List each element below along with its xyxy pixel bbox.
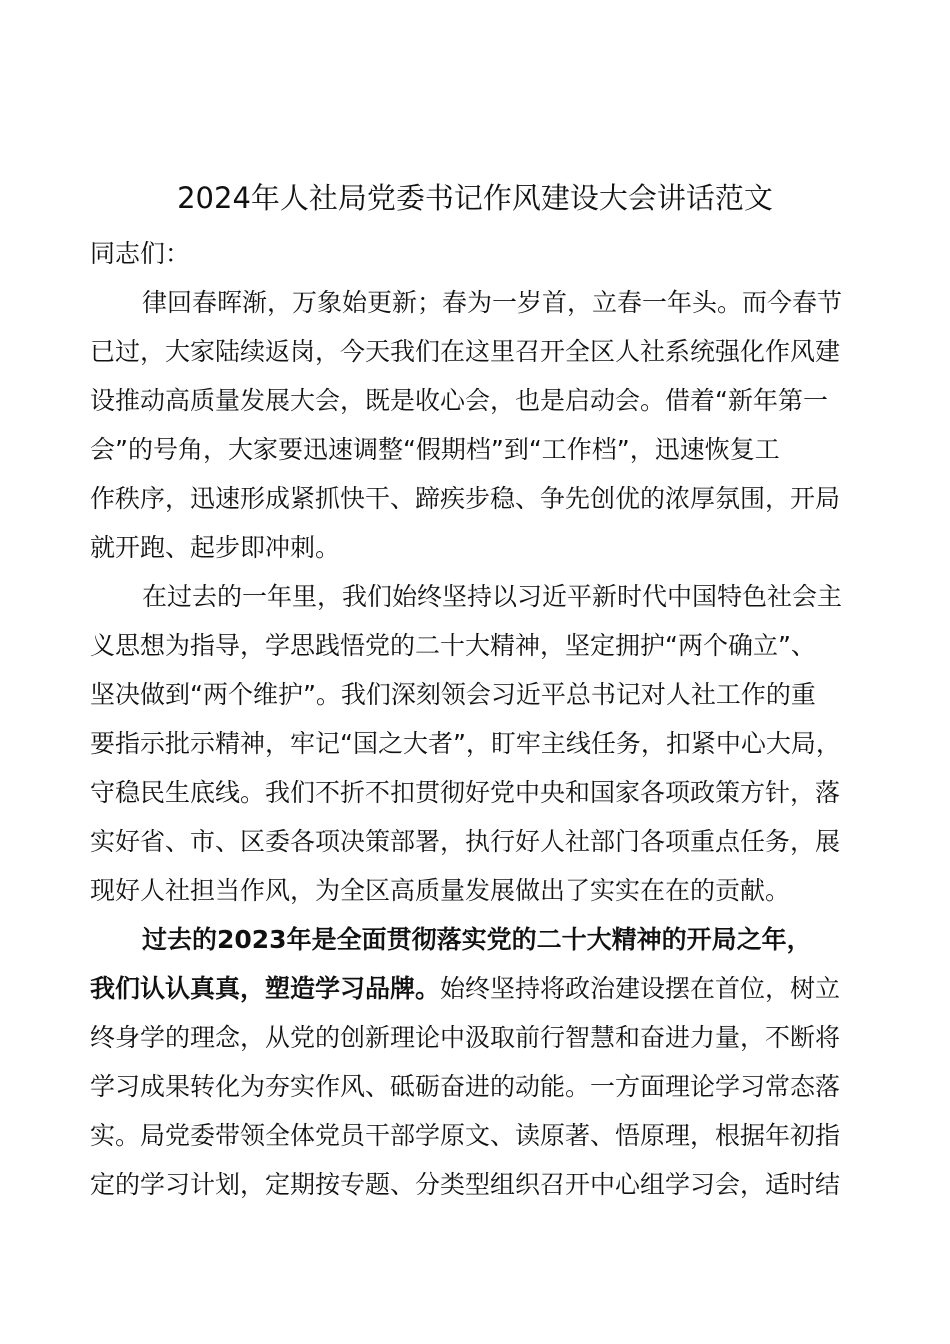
paragraph-line: 实。局党委带领全体党员干部学原文、读原著、悟原理，根据年初指 [90, 1121, 841, 1150]
paragraph-3 [90, 915, 870, 1209]
paragraph-line: 在过去的一年里，我们始终坚持以习近平新时代中国特色社会主 [142, 582, 843, 611]
paragraph-line: 已过，大家陆续返岗，今天我们在这里召开全区人社系统强化作风建 [90, 337, 841, 366]
paragraph-line: 坚决做到“两个维护”。我们深刻领会习近平总书记对人社工作的重 [90, 680, 816, 709]
paragraph-1 [90, 278, 870, 572]
paragraph-line: 就开跑、起步即冲刺。 [90, 533, 341, 562]
paragraph-line: 设推动高质量发展大会，既是收心会，也是启动会。借着“新年第一 [90, 386, 828, 415]
bold-heading-phrase: 我们认认真真，塑造学习品牌。 [90, 974, 441, 1003]
paragraph-line: 现好人社担当作风，为全区高质量发展做出了实实在在的贡献。 [90, 876, 791, 905]
paragraph-line: 要指示批示精神，牢记“国之大者”，盯牢主线任务，扣紧中心大局， [90, 729, 841, 758]
document-title: 2024年人社局党委书记作风建设大会讲话范文 [177, 181, 773, 215]
paragraph-line: 律回春晖渐，万象始更新；春为一岁首，立春一年头。而今春节 [142, 288, 843, 317]
paragraph-line: 实好省、市、区委各项决策部署，执行好人社部门各项重点任务，展 [90, 827, 841, 856]
paragraph-line: 定的学习计划，定期按专题、分类型组织召开中心组学习会，适时结 [90, 1170, 841, 1199]
paragraph-line: 学习成果转化为夯实作风、砥砺奋进的动能。一方面理论学习常态落 [90, 1072, 841, 1101]
paragraph-line: 会”的号角，大家要迅速调整“假期档”到“工作档”，迅速恢复工 [90, 435, 780, 464]
paragraph-line: 守稳民生底线。我们不折不扣贯彻好党中央和国家各项政策方针，落 [90, 778, 841, 807]
paragraph-line: 终身学的理念，从党的创新理论中汲取前行智慧和奋进力量，不断将 [90, 1023, 841, 1052]
paragraph-text-rest: 始终坚持将政治建设摆在首位，树立 [440, 974, 841, 1003]
document-body [90, 229, 870, 1209]
paragraph-line-mixed [90, 964, 870, 1013]
paragraph-line: 义思想为指导，学思践悟党的二十大精神，坚定拥护“两个确立”、 [90, 631, 816, 660]
paragraph-2 [90, 572, 870, 915]
salutation: 同志们： [90, 239, 191, 268]
bold-heading-line: 过去的2023年是全面贯彻落实党的二十大精神的开局之年， [142, 925, 812, 954]
paragraph-line: 作秩序，迅速形成紧抓快干、蹄疾步稳、争先创优的浓厚氛围，开局 [90, 484, 841, 513]
